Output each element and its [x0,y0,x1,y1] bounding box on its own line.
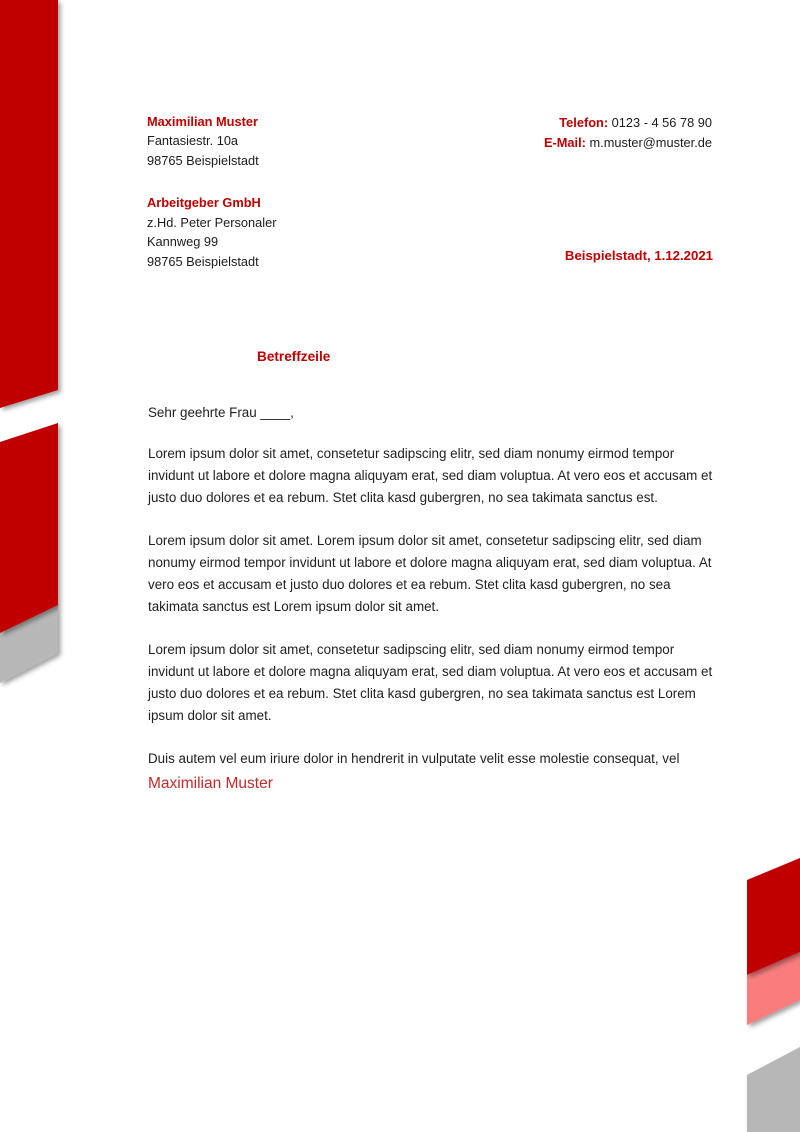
signature-name: Maximilian Muster [148,775,273,792]
date-line: Beispielstadt, 1.12.2021 [564,248,713,263]
corner-band-light-red-shape [747,952,800,1025]
recipient-attn: z.Hd. Peter Personaler [147,214,277,230]
subject-line: Betreffzeile [257,349,331,364]
recipient-block [147,193,276,271]
sender-street: Fantasiestr. 10a [147,133,239,149]
phone-value: 0123 - 4 56 78 90 [611,115,712,130]
phone-line [544,113,712,133]
closing-line: Duis autem vel eum iriure dolor in hendrerit in vulputate velit esse molestie consequat, vel [148,751,680,766]
sender-name: Maximilian Muster [147,114,258,129]
body-paragraph-3: Lorem ipsum dolor sit amet, consetetur sadipscing elitr, sed diam nonumy eirmod tempor invidunt ut labore et dolore magna aliquyam erat, sed diam voluptua. At vero eos et accusam et justo duo dolores et ea rebum. Stet clita kasd gubergren, no sea takimata sanctus est Lorem ipsum dolor sit amet. [148,642,713,723]
email-label: E-Mail: [543,135,586,150]
body-paragraph-2: Lorem ipsum dolor sit amet. Lorem ipsum dolor sit amet, consetetur sadipscing elitr, sed diam nonumy eirmod tempor invidunt ut labore et dolore magna aliquyam erat, sed diam voluptua. At vero eos et accusam et justo duo dolores et ea rebum. Stet clita kasd gubergren, no sea takimata sanctus est Lorem ipsum dolor sit amet. [148,533,712,614]
email-line [544,133,712,153]
sender-block [147,112,259,170]
left-band-mid-red-shape [0,423,58,633]
left-band-top-red-shape [0,0,58,408]
left-band-gray-shape [0,605,58,683]
recipient-company: Arbeitgeber GmbH [147,195,261,210]
email-value: m.muster@muster.de [589,135,712,150]
body-paragraph-1: Lorem ipsum dolor sit amet, consetetur sadipscing elitr, sed diam nonumy eirmod tempor invidunt ut labore et dolore magna aliquyam erat, sed diam voluptua. At vero eos et accusam et justo duo dolores et ea rebum. Stet clita kasd gubergren, no sea takimata sanctus est. [148,446,713,505]
contact-block [544,113,712,153]
sender-city: 98765 Beispielstadt [147,152,259,168]
recipient-city: 98765 Beispielstadt [147,253,259,269]
letter-body [148,402,720,795]
corner-band-dark-red-shape [747,858,800,975]
recipient-street: Kannweg 99 [147,234,219,250]
corner-band-gray-shape [747,1047,800,1132]
phone-label: Telefon: [559,115,609,130]
salutation: Sehr geehrte Frau ____, [148,405,294,420]
